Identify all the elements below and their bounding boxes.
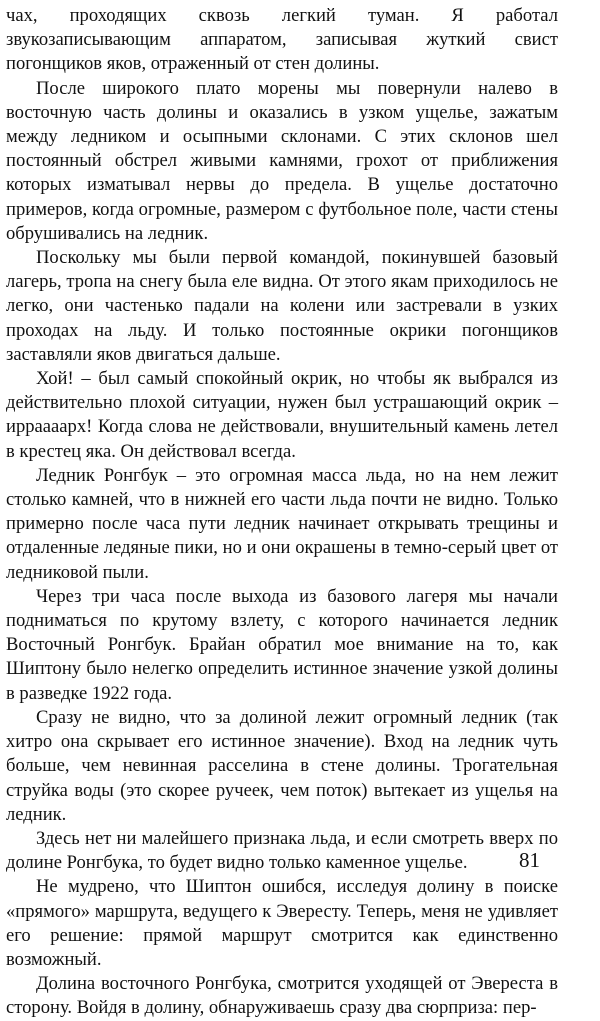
paragraph: Ледник Ронгбук – это огромная масса льда, но на нем лежит столько камней, что в нижней его части льда почти не видно. Только примерно после часа пути ледник начинает открывать трещины и отдаленные ледяные пики, но и они окрашены в темно-серый цвет от ледниковой пыли. [6,464,558,583]
paragraph: Сразу не видно, что за долиной лежит огромный ледник (так хитро она скрывает его истинное значение). Вход на ледник чуть больше, чем невинная расселина в стене долины. Трогательная струйка воды (это скорее ручеек, чем поток) вытекает из ущелья на ледник. [6,706,558,825]
paragraph: Через три часа после выхода из базового лагеря мы начали подниматься по крутому взлету, с которого начинается ледник Восточный Ронгбук. Брайан обратил мое внимание на то, как Шиптону было нелегко определить истинное значение узкой долины в разведке 1922 года. [6,585,558,704]
paragraph: После широкого плато морены мы повернули налево в восточную часть долины и оказались в узком ущелье, зажатым между ледником и осыпными склонами. С этих склонов шел постоянный обстрел живыми камнями, грохот от приближения которых изматывал нервы до предела. В ущелье достаточно примеров, когда огромные, размером с футбольное поле, части стены обрушивались на ледник. [6,77,558,244]
body-text [6,4,558,1021]
paragraph: Поскольку мы были первой командой, покинувшей базовый лагерь, тропа на снегу была еле видна. От этого якам приходилось не легко, они частенько падали на колени или застревали в узких проходах на льду. И только постоянные окрики погонщиков заставляли яков двигаться дальше. [6,247,558,365]
paragraph: Здесь нет ни малейшего признака льда, и если смотреть вверх по долине Ронгбука, то будет видно только каменное ущелье. [6,827,558,874]
paragraph: чах, проходящих сквозь легкий туман. Я работал звукозаписывающим аппаратом, записывая жуткий свист погонщиков яков, отраженный от стен долины. [6,5,558,75]
page-number: 81 [519,848,540,872]
paragraph: Не мудрено, что Шиптон ошибся, исследуя долину в поиске «прямого» маршрута, ведущего к Эвересту. Теперь, меня не удивляет его решение: прямой маршрут смотрится как единственно возможный. [6,876,558,970]
paragraph: Долина восточного Ронгбука, смотрится уходящей от Эвереста в сторону. Войдя в долину, обнаруживаешь сразу два сюрприза: пер- [6,973,558,1019]
paragraph: Хой! – был самый спокойный окрик, но чтобы як выбрался из действительно плохой ситуации, нужен был устрашающий окрик – ирраааарх! Когда слова не действовали, внушительный камень летел в крестец яка. Он действовал всегда. [6,368,558,462]
